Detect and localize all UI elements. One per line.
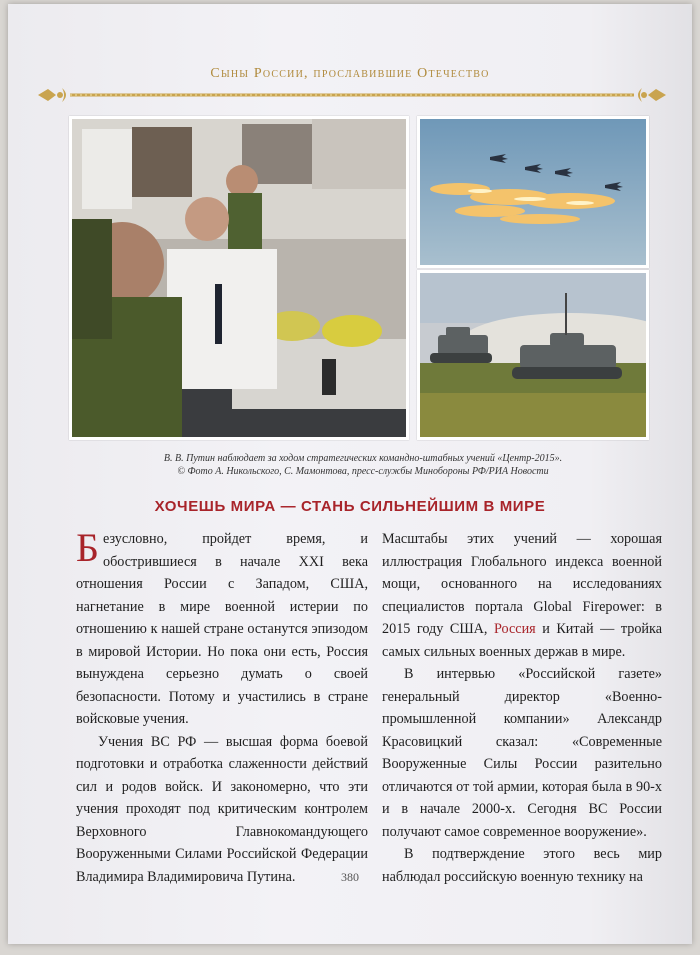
photo-armored-vehicles [417, 270, 649, 440]
paragraph-text: Масштабы этих учений — [382, 531, 611, 547]
paragraph: В подтверждение этого весь мир наблюдал российскую военную технику на [382, 846, 662, 885]
paragraph-text: езусловно, пройдет время, и обострившиеся в начале XXI века отношения России с Западом, США, нагнетание в мире военной истерии по отношению к нашей стране останутся эпизодом в мировой Истории. Но пока они есть, Россия вынуждена серьезно думать о своей безопасности. Потому и участились в стране войсковые учения. [76, 531, 368, 727]
paragraph: В интервью «Российской газете» генеральный директор «Военно-промышленной компании» Александр Красовицкий сказал: «Современные Вооруженные Силы России разительно отличаются от той армии, которая была в 90-х и в начале 2000-х. Сегодня ВС России получают самое современное вооружение». [382, 666, 662, 840]
page-number: 380 [341, 870, 359, 884]
photo-aircraft-flares [417, 116, 649, 268]
book-page [8, 4, 692, 944]
highlight-russia: Россия [493, 621, 536, 637]
right-column [382, 528, 662, 888]
paragraph: Учения ВС РФ — высшая форма боевой подготовки и отработка слаженности действий сил и родов войск. И закономерно, что эти учения проходят под критическим контролем Верховного Главнокомандующего Вооруженными Силами Российской Федерации Владимира Владимировича Путина. [76, 733, 368, 885]
paragraph [76, 525, 368, 731]
caption-line-2: © Фото А. Никольского, С. Мамонтова, пресс-службы Минобороны РФ/РИА Новости [177, 466, 549, 477]
paragraph-text: хорошая иллюстрация Глобального индекса военной мощи, основанного на исследованиях специалистов портала Global Firepower: в 2015 году США, [382, 531, 662, 637]
caption-line-1: В. В. Путин наблюдает за ходом стратегических командно-штабных учений «Центр-2015». [163, 453, 563, 464]
paragraph-text: и Китай — тройка самых сильных военных держав в мире. [382, 621, 663, 660]
left-column [76, 525, 368, 888]
gold-ornament-divider [36, 84, 668, 106]
photo-command-post [69, 116, 409, 440]
photo-caption [128, 452, 598, 478]
section-heading: ХОЧЕШЬ МИРА — СТАНЬ СИЛЬНЕЙШИМ В МИРЕ [154, 498, 546, 515]
drop-cap: Б [76, 525, 99, 570]
running-title: Сыны России, прославившие Отечество [210, 66, 490, 81]
paragraph [382, 528, 662, 663]
